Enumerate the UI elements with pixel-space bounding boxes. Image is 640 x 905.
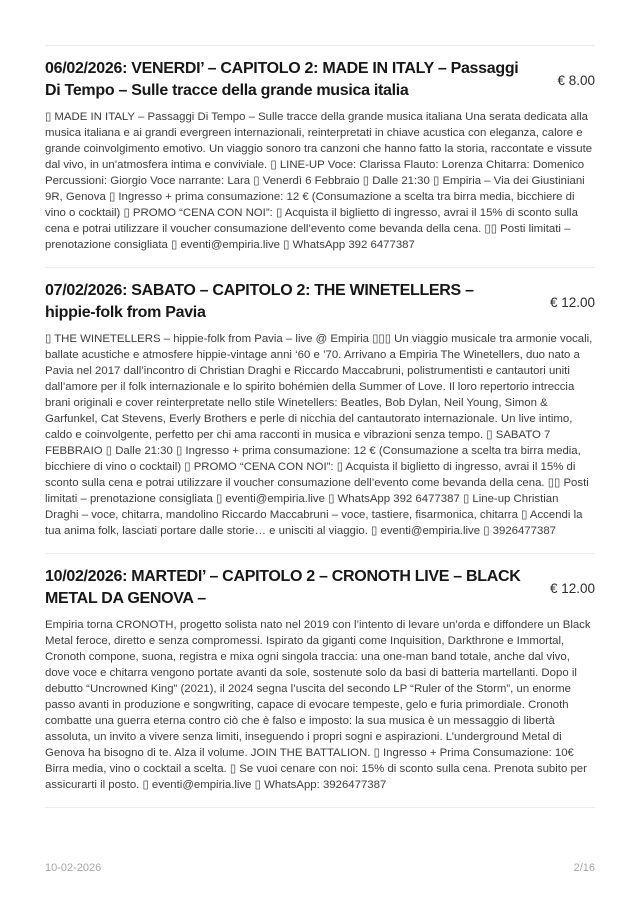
event-description: ▯ MADE IN ITALY – Passaggi Di Tempo – Sulle tracce della grande musica italiana Una serata dedicata alla musica italiana e ai grandi evergreen internazionali, reinterpretati in chiave acustica con eleganza, calore e grande coinvolgimento emotivo. Un viaggio sonoro tra canzoni che hanno fatto la storia, raccontate e vissute dal vivo, in un’atmosfera intima e conviviale. ▯ LINE-UP Voce: Clarissa Flauto: Lorenza Chitarra: Domenico Percussioni: Giorgio Voce narrante: Lara ▯ Venerdì 6 Febbraio ▯ Dalle 21:30 ▯ Empiria – Via dei Giustiniani 9R, Genova ▯ Ingresso + prima consumazione: 12 € (Consumazione a scelta tra birra media, bicchiere di vino o cocktail) ▯ PROMO “CENA CON NOI”: ▯ Acquista il biglietto di ingresso, avrai il 15% di sconto sulla cena e potrai utilizzare il voucher consumazione dell’evento come bevanda della cena. ▯▯ Posti limitati – prenotazione consigliata ▯ eventi@empiria.live ▯ WhatsApp 392 6477387 — [45, 111, 593, 251]
event-header — [45, 566, 595, 610]
footer-page-number: 2/16 — [573, 862, 595, 874]
event-price: € 12.00 — [549, 294, 595, 310]
event-title: 10/02/2026: MARTEDI’ – CAPITOLO 2 – CRONOTH LIVE – BLACK METAL DA GENOVA – — [45, 568, 521, 607]
event-header — [45, 280, 595, 324]
event-description: Empiria torna CRONOTH, progetto solista nato nel 2019 con l’intento di levare un’orda e diffondere un Black Metal feroce, diretto e senza compromessi. Ispirato da giganti come Inquisition, Darkthrone e Immortal, Cronoth compone, suona, registra e mixa ogni singola traccia: una one-man band totale, anche dal vivo, dove voce e chitarra vengono portate avanti da sole, sostenute solo da basi di batteria martellanti. Dopo il debutto “Uncrowned King” (2021), il 2024 segna l’uscita del secondo LP “Ruler of the Storm”, un enorme passo avanti in produzione e songwriting, capace di evocare tempeste, gelo e furia primordiale. Cronoth combatte una guerra eterna contro ciò che è falso e imposto: la sua musica è un messaggio di libertà assoluta, un invito a vivere senza limiti, inseguendo i propri sogni e aspirazioni. L’underground Metal di Genova ha bisogno di te. Alza il volume. JOIN THE BATTALION. ▯ Ingresso + Prima Consumazione: 10€ Birra media, vino o cocktail a scelta. ▯ Se vuoi cenare con noi: 15% di sconto sulla cena. Prenota subito per assicurarti il posto. ▯ eventi@empiria.live ▯ WhatsApp: 3926477387 — [45, 619, 591, 791]
event-list — [45, 45, 595, 808]
event-price: € 8.00 — [557, 72, 595, 88]
event-header — [45, 58, 595, 102]
event-price: € 12.00 — [549, 580, 595, 596]
footer-date: 10-02-2026 — [45, 862, 102, 874]
event-title: 07/02/2026: SABATO – CAPITOLO 2: THE WINETELLERS – hippie-folk from Pavia — [45, 282, 474, 321]
event-card — [45, 46, 595, 267]
divider-bottom — [45, 807, 595, 808]
event-title: 06/02/2026: VENERDI’ – CAPITOLO 2: MADE IN ITALY – Passaggi Di Tempo – Sulle tracce della grande musica italia — [45, 60, 519, 99]
event-description: ▯ THE WINETELLERS – hippie-folk from Pavia – live @ Empiria ▯▯▯ Un viaggio musicale tra armonie vocali, ballate acustiche e atmosfere hippie-vintage anni ‘60 e ’70. Arrivano a Empiria The Winetellers, duo nato a Pavia nel 2017 dall’incontro di Christian Draghi e Riccardo Maccabruni, polistrumentisti e cantautori uniti dall’amore per il folk internazionale e lo spirito bohémien della Summer of Love. Il loro repertorio intreccia brani originali e cover reinterpretate nello stile Winetellers: Beatles, Bob Dylan, Neil Young, Simon & Garfunkel, Cat Stevens, Everly Brothers e perle di nicchia del cantautorato internazionale. Un live intimo, caldo e coinvolgente, perfetto per chi ama racconti in musica e vibrazioni senza tempo. ▯ SABATO 7 FEBBRAIO ▯ Dalle 21:30 ▯ Ingresso + prima consumazione: 12 € (Consumazione a scelta tra birra media, bicchiere di vino o cocktail) ▯ PROMO “CENA CON NOI”: ▯ Acquista il biglietto di ingresso, avrai il 15% di sconto sulla cena e potrai utilizzare il voucher consumazione dell’evento come bevanda della cena. ▯▯ Posti limitati – prenotazione consigliata ▯ eventi@empiria.live ▯ WhatsApp 392 6477387 ▯ Line-up Christian Draghi – voce, chitarra, mandolino Riccardo Maccabruni – voce, tastiere, fisarmonica, chitarra ▯ Accendi la tua anima folk, lasciati portare dalle storie… e unisciti al viaggio. ▯ eventi@empiria.live ▯ 3926477387 — [45, 333, 593, 537]
event-card — [45, 268, 595, 553]
page-footer — [45, 862, 595, 874]
event-card — [45, 554, 595, 807]
